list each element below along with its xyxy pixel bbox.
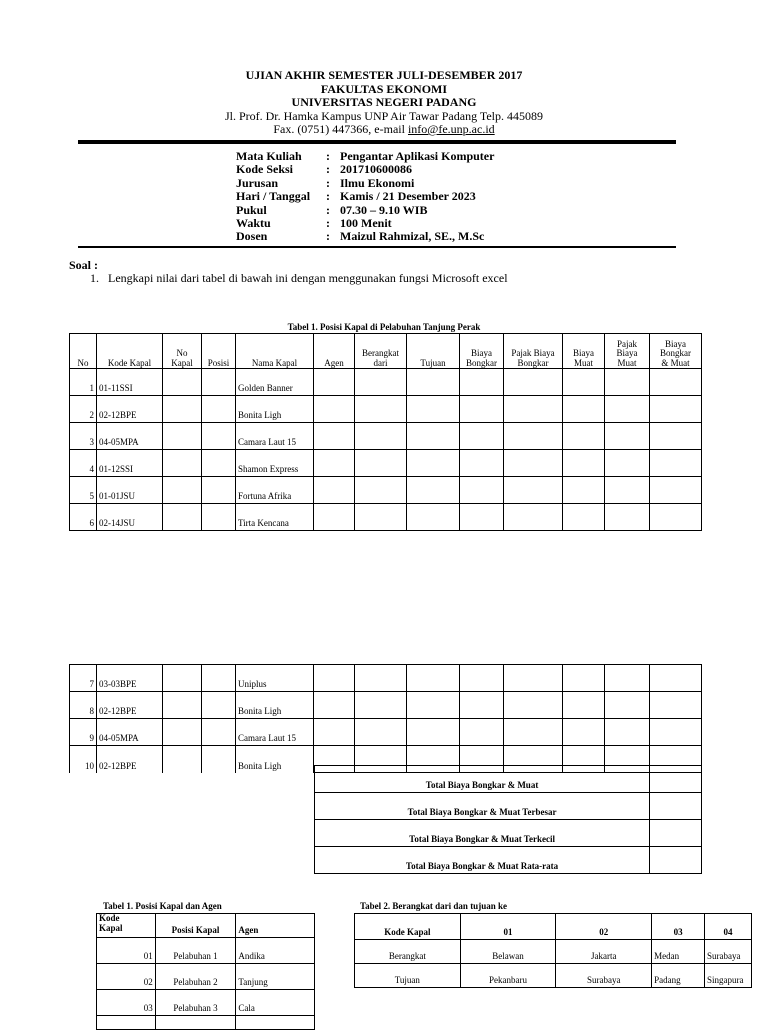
table-row: 01 Pelabuhan 1 Andika xyxy=(97,938,315,964)
table-row xyxy=(97,1016,315,1030)
table-row: 5 01-01JSU Fortuna Afrika xyxy=(70,477,702,504)
col-biaya-muat: Biaya Muat xyxy=(563,334,605,369)
address-line: Jl. Prof. Dr. Hamka Kampus UNP Air Tawar Padang Telp. 445089 xyxy=(224,108,544,123)
soal-label: Soal : xyxy=(69,258,99,272)
col-03: 03 xyxy=(652,914,705,940)
tujuan-table xyxy=(354,913,752,988)
tujuan-table-caption: Tabel 2. Berangkat dari dan tujuan ke xyxy=(360,901,507,911)
exam-header xyxy=(0,69,768,137)
agen-table xyxy=(96,913,315,1030)
col-pajak-bongkar: Pajak Biaya Bongkar xyxy=(504,334,563,369)
col-agen: Agen xyxy=(314,334,355,369)
total-row: Total Biaya Bongkar & Muat Terbesar xyxy=(315,793,702,820)
table-row: 3 04-05MPA Camara Laut 15 xyxy=(70,423,702,450)
table-row: 1 01-11SSI Golden Banner xyxy=(70,369,702,396)
col-no-kapal: No Kapal xyxy=(163,334,202,369)
table-row: 2 02-12BPE Bonita Ligh xyxy=(70,396,702,423)
exam-info: Mata Kuliah : Pengantar Aplikasi Komputer Kode Seksi : 201710600086 Jurusan : Ilmu Ekonomi Hari / Tanggal : Kamis / 21 Desember 2023 Pukul : 07.30 – 9.10 WIB Waktu : 100 Menit Dosen : Maizul Rahmizal, SE., M.Sc xyxy=(236,149,495,244)
col-kode-kapal: Kode Kapal xyxy=(355,914,461,940)
table-row: Berangkat Belawan Jakarta Medan Surabaya xyxy=(355,940,752,964)
col-posisi: Posisi xyxy=(202,334,236,369)
ship-table-part-a xyxy=(69,333,702,531)
agen-table-caption: Tabel 1. Posisi Kapal dan Agen xyxy=(103,901,222,911)
table-row: 02 Pelabuhan 2 Tanjung xyxy=(97,964,315,990)
col-biaya-total: Biaya Bongkar & Muat xyxy=(650,334,702,369)
table-row: Tujuan Pekanbaru Surabaya Padang Singapura xyxy=(355,964,752,988)
col-kode-kapal: Kode Kapal xyxy=(97,334,163,369)
total-row: Total Biaya Bongkar & Muat Rata-rata xyxy=(315,847,702,874)
col-pajak-muat: Pajak Biaya Muat xyxy=(605,334,650,369)
header-divider xyxy=(78,140,676,144)
col-kode-kapal: Kode Kapal xyxy=(97,914,156,938)
table-row: 10 02-12BPE Bonita Ligh xyxy=(70,746,702,773)
col-nama-kapal: Nama Kapal xyxy=(236,334,314,369)
table1-caption: Tabel 1. Posisi Kapal di Pelabuhan Tanjung Perak xyxy=(287,322,481,332)
col-berangkat: Berangkat dari xyxy=(355,334,407,369)
col-posisi-kapal: Posisi Kapal xyxy=(155,914,236,938)
total-row: Total Biaya Bongkar & Muat xyxy=(315,766,702,793)
col-04: 04 xyxy=(705,914,752,940)
col-no: No xyxy=(70,334,97,369)
university-name: UNIVERSITAS NEGERI PADANG xyxy=(291,95,477,109)
col-biaya-bongkar: Biaya Bongkar xyxy=(460,334,504,369)
fax-line: Fax. (0751) 447366, e-mail info@fe.unp.ac.id xyxy=(273,122,495,136)
col-tujuan: Tujuan xyxy=(407,334,460,369)
total-row: Total Biaya Bongkar & Muat Terkecil xyxy=(315,820,702,847)
table-row: 4 01-12SSI Shamon Express xyxy=(70,450,702,477)
faculty-name: FAKULTAS EKONOMI xyxy=(320,81,448,96)
email-link[interactable]: info@fe.unp.ac.id xyxy=(407,122,495,136)
table-row: 9 04-05MPA Camara Laut 15 xyxy=(70,719,702,746)
col-01: 01 xyxy=(460,914,556,940)
info-divider xyxy=(78,246,676,248)
exam-title: UJIAN AKHIR SEMESTER JULI-DESEMBER 2017 xyxy=(245,68,523,82)
table-row: 8 02-12BPE Bonita Ligh xyxy=(70,692,702,719)
ship-table-part-b xyxy=(69,664,702,773)
question-1: 1. Lengkapi nilai dari tabel di bawah ini dengan menggunakan fungsi Microsoft excel xyxy=(90,271,508,285)
totals-table xyxy=(314,765,702,874)
table-row: 7 03-03BPE Uniplus xyxy=(70,665,702,692)
col-02: 02 xyxy=(556,914,652,940)
table-row: 6 02-14JSU Tirta Kencana xyxy=(70,504,702,531)
col-agen: Agen xyxy=(236,914,315,938)
table-row: 03 Pelabuhan 3 Cala xyxy=(97,990,315,1016)
